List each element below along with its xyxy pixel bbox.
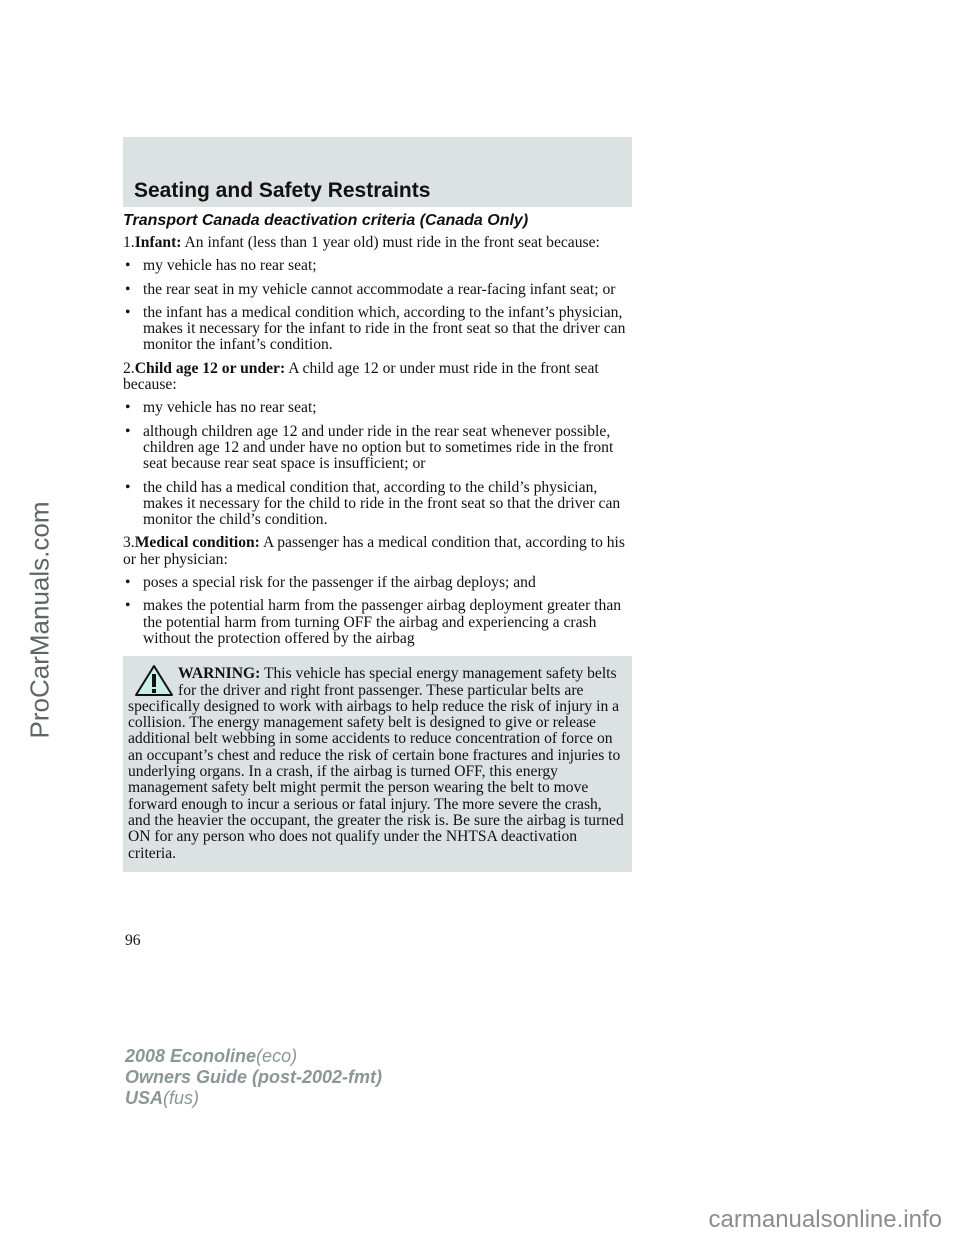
content (123, 212, 632, 872)
bullet-icon: • (125, 597, 131, 615)
list-item (123, 575, 632, 591)
bullet-icon: • (125, 257, 131, 275)
bullet-text: makes the potential harm from the passenger airbag deployment greater than the potential harm from turning OFF the airbag and experiencing a crash without the protection offered by the airbag (143, 597, 622, 647)
list-item (123, 282, 632, 298)
bullet-icon: • (125, 303, 131, 321)
section-title: Seating and Safety Restraints (134, 179, 431, 202)
item-label: Infant: (134, 234, 182, 251)
watermark-procarmanuals: ProCarManuals.com (24, 501, 55, 739)
warning-label: WARNING: (178, 665, 261, 683)
item-label: Medical condition: (134, 534, 260, 552)
page-number: 96 (125, 932, 141, 949)
watermark-carmanualsonline: carmanualsonline.info (708, 1206, 942, 1233)
bullet-icon: • (125, 280, 131, 298)
footer-market-code: (fus) (163, 1088, 200, 1108)
bullet-list (123, 400, 632, 528)
footer-market: USA (125, 1088, 164, 1108)
footer (125, 1046, 382, 1109)
footer-model: 2008 Econoline (125, 1046, 257, 1066)
criteria-item (123, 535, 632, 568)
item-number: 3. (123, 534, 135, 552)
list-item (123, 598, 632, 647)
list-item (123, 424, 632, 473)
item-text: An infant (less than 1 year old) must ride in the front seat because: (184, 234, 600, 251)
list-item (123, 305, 632, 354)
bullet-icon: • (125, 574, 131, 592)
bullet-text: my vehicle has no rear seat; (143, 257, 317, 275)
bullet-list (123, 575, 632, 647)
footer-guide: Owners Guide (post-2002-fmt) (125, 1067, 383, 1087)
item-number: 1. (123, 234, 135, 251)
bullet-text: the rear seat in my vehicle cannot accommodate a rear-facing infant seat; or (143, 280, 616, 298)
item-text: A child age 12 or under must ride in the front seat because: (123, 359, 599, 394)
item-text: A passenger has a medical condition that, according to his or her physician: (123, 534, 625, 568)
section-header (123, 137, 632, 207)
warning-box (123, 656, 632, 872)
list-item (123, 258, 632, 274)
criteria-item (123, 235, 632, 251)
bullet-text: poses a special risk for the passenger if the airbag deploys; and (143, 574, 536, 592)
bullet-icon: • (125, 422, 131, 440)
criteria-list (123, 235, 632, 647)
footer-model-code: (eco) (256, 1046, 298, 1066)
bullet-list (123, 258, 632, 353)
criteria-item (123, 361, 632, 394)
list-item (123, 480, 632, 529)
list-item (123, 400, 632, 416)
subsection-title: Transport Canada deactivation criteria (Canada Only) (123, 212, 529, 229)
bullet-text: although children age 12 and under ride in the rear seat whenever possible, children age 12 and under have no option but to sometimes ride in the front seat because rear seat space is insufficient; or (143, 422, 614, 473)
bullet-icon: • (125, 478, 131, 496)
bullet-text: the infant has a medical condition which, according to the infant’s physician, makes it necessary for the infant to ride in the front seat so that the driver can monitor the infant’s condition. (143, 303, 626, 354)
bullet-text: my vehicle has no rear seat; (143, 399, 317, 417)
warning-text: This vehicle has special energy management safety belts for the driver and right front passenger. These particular belts are specifically designed to work with airbags to help reduce the risk of injury in a collision. The energy management safety belt is designed to give or release additional belt webbing in some accidents to reduce concentration of force on an occupant’s chest and reduce the risk of certain bone fractures and injuries to underlying organs. In a crash, if the airbag is turned OFF, this energy management safety belt might permit the person wearing the belt to move forward enough to incur a serious or fatal injury. The more severe the crash, and the heavier the occupant, the greater the risk is. Be sure the airbag is turned ON for any person who does not qualify under the NHTSA deactivation criteria. (128, 665, 624, 862)
bullet-text: the child has a medical condition that, according to the child’s physician, makes it necessary for the child to ride in the front seat so that the driver can monitor the child’s condition. (143, 478, 621, 529)
item-number: 2. (123, 359, 135, 377)
warning-triangle-icon (134, 664, 174, 698)
item-label: Child age 12 or under: (134, 359, 286, 377)
bullet-icon: • (125, 399, 131, 417)
